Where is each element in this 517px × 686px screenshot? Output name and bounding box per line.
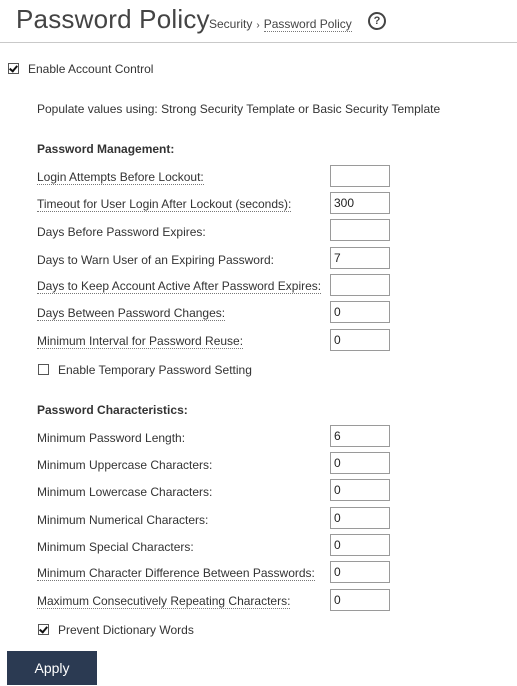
min-uppercase-label: Minimum Uppercase Characters: — [37, 458, 213, 472]
reuse-interval-label: Minimum Interval for Password Reuse: — [37, 334, 244, 348]
days-between-changes-label: Days Between Password Changes: — [37, 306, 226, 320]
lockout-timeout-input[interactable] — [330, 192, 390, 214]
breadcrumb-password-policy[interactable]: Password Policy — [263, 17, 352, 31]
enable-account-control-label: Enable Account Control — [28, 62, 154, 76]
max-repeating-input[interactable] — [330, 589, 390, 611]
min-special-input[interactable] — [330, 534, 390, 556]
populate-prefix: Populate values using: — [37, 102, 158, 116]
page-title: Password Policy — [16, 4, 210, 34]
populate-or: or — [298, 102, 309, 116]
char-difference-label: Minimum Character Difference Between Passwords: — [37, 566, 315, 580]
min-lowercase-label: Minimum Lowercase Characters: — [37, 485, 213, 499]
page-header — [0, 0, 517, 43]
password-management-heading: Password Management: — [37, 142, 175, 156]
min-lowercase-input[interactable] — [330, 479, 390, 501]
strong-template-link[interactable]: Strong Security Template — [161, 102, 295, 116]
temp-password-checkbox[interactable] — [38, 364, 49, 375]
min-special-label: Minimum Special Characters: — [37, 540, 194, 554]
breadcrumb-security[interactable]: Security — [209, 17, 253, 31]
breadcrumb — [209, 17, 352, 31]
breadcrumb-separator-icon: › — [256, 20, 260, 31]
basic-template-link[interactable]: Basic Security Template — [312, 102, 441, 116]
days-between-changes-input[interactable] — [330, 301, 390, 323]
max-repeating-label: Maximum Consecutively Repeating Characters: — [37, 594, 291, 608]
login-attempts-input[interactable] — [330, 165, 390, 187]
temp-password-label: Enable Temporary Password Setting — [58, 363, 252, 377]
min-length-label: Minimum Password Length: — [37, 431, 186, 445]
apply-button[interactable]: Apply — [7, 651, 97, 685]
days-to-warn-label: Days to Warn User of an Expiring Password: — [37, 253, 274, 267]
login-attempts-label: Login Attempts Before Lockout: — [37, 170, 204, 184]
days-before-expire-label: Days Before Password Expires: — [37, 225, 206, 239]
days-active-after-expire-input[interactable] — [330, 274, 390, 296]
min-numerical-label: Minimum Numerical Characters: — [37, 513, 209, 527]
prevent-dictionary-checkbox[interactable] — [38, 624, 49, 635]
days-to-warn-input[interactable] — [330, 247, 390, 269]
min-uppercase-input[interactable] — [330, 452, 390, 474]
help-icon[interactable]: ? — [368, 12, 386, 30]
char-difference-input[interactable] — [330, 561, 390, 583]
days-before-expire-input[interactable] — [330, 219, 390, 241]
reuse-interval-input[interactable] — [330, 329, 390, 351]
enable-account-control-checkbox[interactable] — [8, 63, 19, 74]
password-characteristics-heading: Password Characteristics: — [37, 403, 188, 417]
min-length-input[interactable] — [330, 425, 390, 447]
prevent-dictionary-label: Prevent Dictionary Words — [58, 623, 194, 637]
days-active-after-expire-label: Days to Keep Account Active After Password Expires: — [37, 279, 322, 293]
lockout-timeout-label: Timeout for User Login After Lockout (seconds): — [37, 197, 292, 211]
min-numerical-input[interactable] — [330, 507, 390, 529]
populate-values-text — [37, 102, 440, 116]
